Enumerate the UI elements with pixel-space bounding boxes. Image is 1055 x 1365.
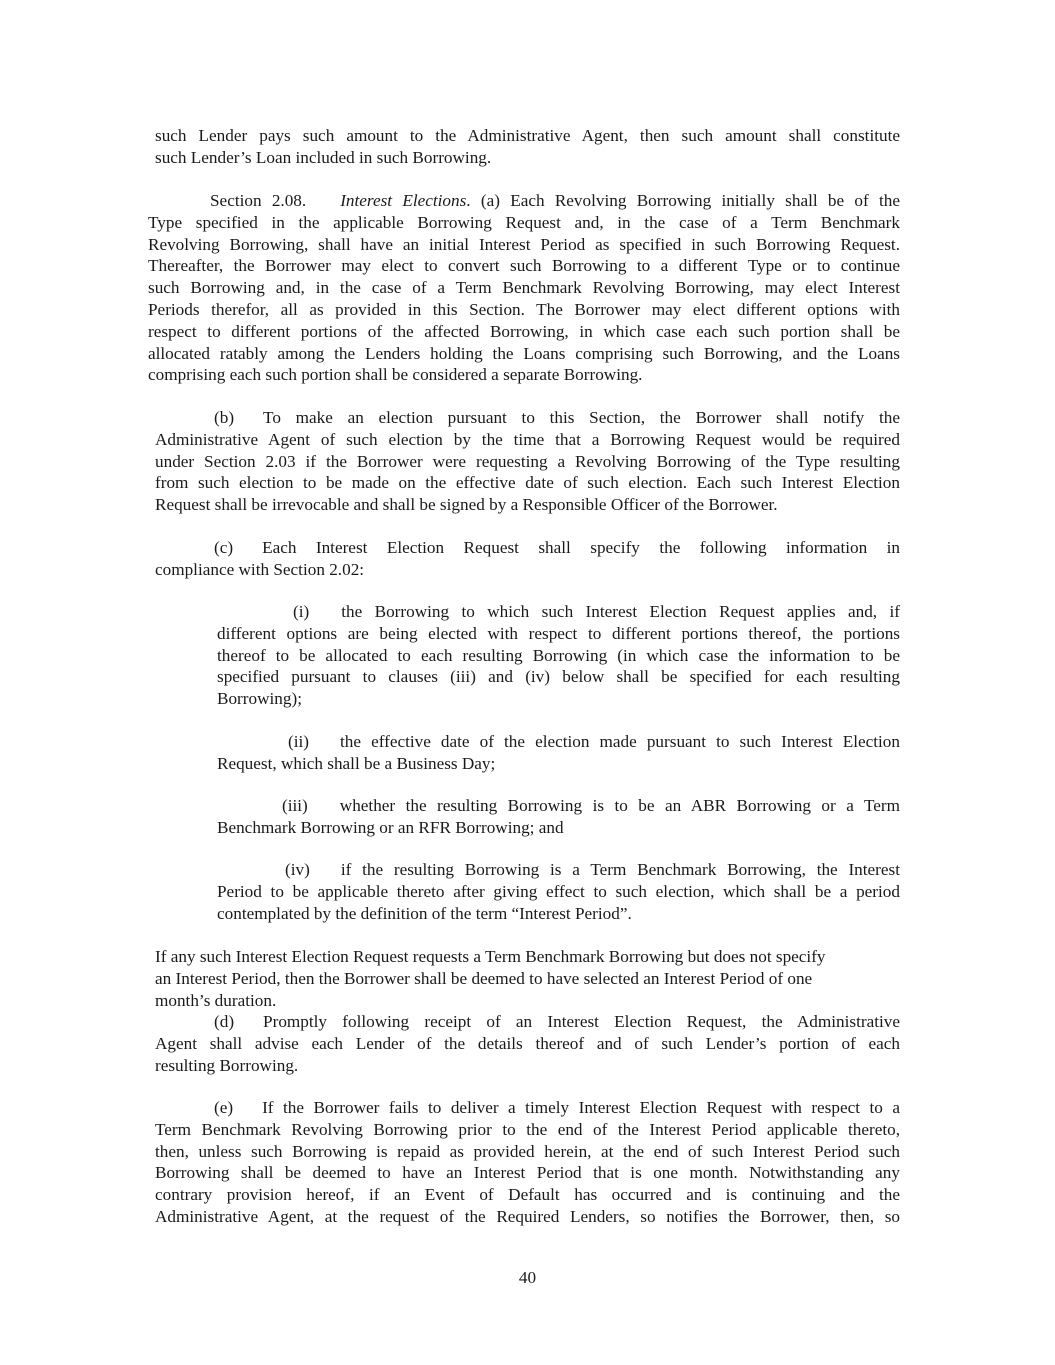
text-line: respect to different portions of the affected Borrowing, in which case each such portion shall be (148, 321, 900, 341)
section-2-08 (148, 190, 900, 386)
text-line: different options are being elected with respect to different portions thereof, the portions (217, 623, 900, 643)
text-line: compliance with Section 2.02: (155, 559, 365, 579)
paragraph-b (155, 407, 900, 516)
text-line: Periods therefor, all as provided in this Section. The Borrower may elect different options with (148, 299, 900, 319)
paragraph-label: (e) (214, 1098, 234, 1117)
clause-label: (i) (293, 602, 310, 621)
paragraph-first-line: (d) Promptly following receipt of an Interest Election Request, the Administrative (214, 1012, 900, 1031)
clause-i (217, 601, 900, 710)
paragraph-first-line: (b) To make an election pursuant to this Section, the Borrower shall notify the (214, 408, 900, 427)
text-line: Borrowing shall be deemed to have an Interest Period that is one month. Notwithstanding any (155, 1163, 900, 1183)
text-line: Benchmark Borrowing or an RFR Borrowing; and (217, 817, 564, 837)
text-line: allocated ratably among the Lenders holding the Loans comprising such Borrowing, and the Loans (148, 343, 900, 363)
clause-iii (217, 795, 900, 839)
clause-label: (iii) (282, 796, 308, 815)
paragraph-label: (d) (214, 1012, 235, 1031)
text-line: Revolving Borrowing, shall have an initial Interest Period as specified in such Borrowing Request. (148, 234, 900, 254)
text-line: Request, which shall be a Business Day; (217, 753, 496, 773)
section-title: Interest Elections (340, 191, 467, 210)
text-line: such Lender’s Loan included in such Borrowing. (155, 147, 492, 167)
text-line: Borrowing); (217, 689, 302, 709)
text-line: contemplated by the definition of the term “Interest Period”. (217, 903, 632, 923)
text-line: Period to be applicable thereto after giving effect to such election, which shall be a period (217, 881, 900, 901)
section-first-line-text: . (a) Each Revolving Borrowing initially shall be of the (466, 191, 900, 210)
paragraph-e (155, 1097, 900, 1228)
text-line: Thereafter, the Borrower may elect to convert such Borrowing to a different Type or to continue (148, 256, 900, 276)
text-line: Administrative Agent of such election by the time that a Borrowing Request would be required (155, 429, 900, 449)
text-line: Agent shall advise each Lender of the details thereof and of such Lender’s portion of each (155, 1033, 900, 1053)
text-line: Term Benchmark Revolving Borrowing prior to the end of the Interest Period applicable thereto, (155, 1119, 900, 1139)
paragraph-first-line: (c) Each Interest Election Request shall specify the following information in (214, 538, 900, 557)
text-line: Type specified in the applicable Borrowing Request and, in the case of a Term Benchmark (148, 212, 900, 232)
text-line: under Section 2.03 if the Borrower were requesting a Revolving Borrowing of the Type resulting (155, 451, 900, 471)
clause-label: (iv) (285, 860, 310, 879)
section-heading-line (148, 190, 900, 212)
text-line: resulting Borrowing. (155, 1055, 299, 1075)
text-line: such Lender pays such amount to the Administrative Agent, then such amount shall constitute (155, 126, 900, 145)
text-line: an Interest Period, then the Borrower shall be deemed to have selected an Interest Period of one (155, 968, 813, 988)
paragraph-label: (c) (214, 538, 234, 557)
paragraph-label: (b) (214, 408, 235, 427)
text-line: contrary provision hereof, if an Event of Default has occurred and is continuing and the (155, 1185, 900, 1205)
text-line: month’s duration. (155, 990, 277, 1010)
paragraph-c (155, 537, 900, 581)
text-line: such Borrowing and, in the case of a Term Benchmark Revolving Borrowing, may elect Interest (148, 278, 900, 298)
text-line: If any such Interest Election Request requests a Term Benchmark Borrowing but does not specify (155, 947, 826, 966)
paragraph-carryover (155, 125, 900, 169)
clause-first-line: (iii) whether the resulting Borrowing is to be an ABR Borrowing or a Term (282, 796, 900, 815)
text-line: then, unless such Borrowing is repaid as provided herein, at the end of such Interest Period such (155, 1141, 900, 1161)
paragraph-d (155, 1011, 900, 1076)
clause-label: (ii) (288, 732, 309, 751)
text-line: Administrative Agent, at the request of the Required Lenders, so notifies the Borrower, then, so (155, 1206, 900, 1226)
text-line: specified pursuant to clauses (iii) and (iv) below shall be specified for each resulting (217, 667, 900, 687)
text-line: Request shall be irrevocable and shall be signed by a Responsible Officer of the Borrower. (155, 495, 778, 515)
text-line: comprising each such portion shall be considered a separate Borrowing. (148, 365, 643, 385)
clause-first-line: (ii) the effective date of the election made pursuant to such Interest Election (288, 732, 900, 751)
text-line: thereof to be allocated to each resulting Borrowing (in which case the information to be (217, 645, 900, 665)
text-line: from such election to be made on the effective date of such election. Each such Interest Election (155, 473, 900, 493)
page-number: 40 (518, 1268, 537, 1287)
clause-first-line: (i) the Borrowing to which such Interest Election Request applies and, if (293, 602, 900, 621)
clause-first-line: (iv) if the resulting Borrowing is a Term Benchmark Borrowing, the Interest (285, 860, 900, 879)
clause-ii (217, 731, 900, 775)
section-number: Section 2.08. (210, 191, 307, 210)
paragraph-first-line: (e) If the Borrower fails to deliver a timely Interest Election Request with respect to a (214, 1098, 900, 1117)
clause-iv (217, 859, 900, 924)
paragraph-if-any (155, 946, 900, 1011)
